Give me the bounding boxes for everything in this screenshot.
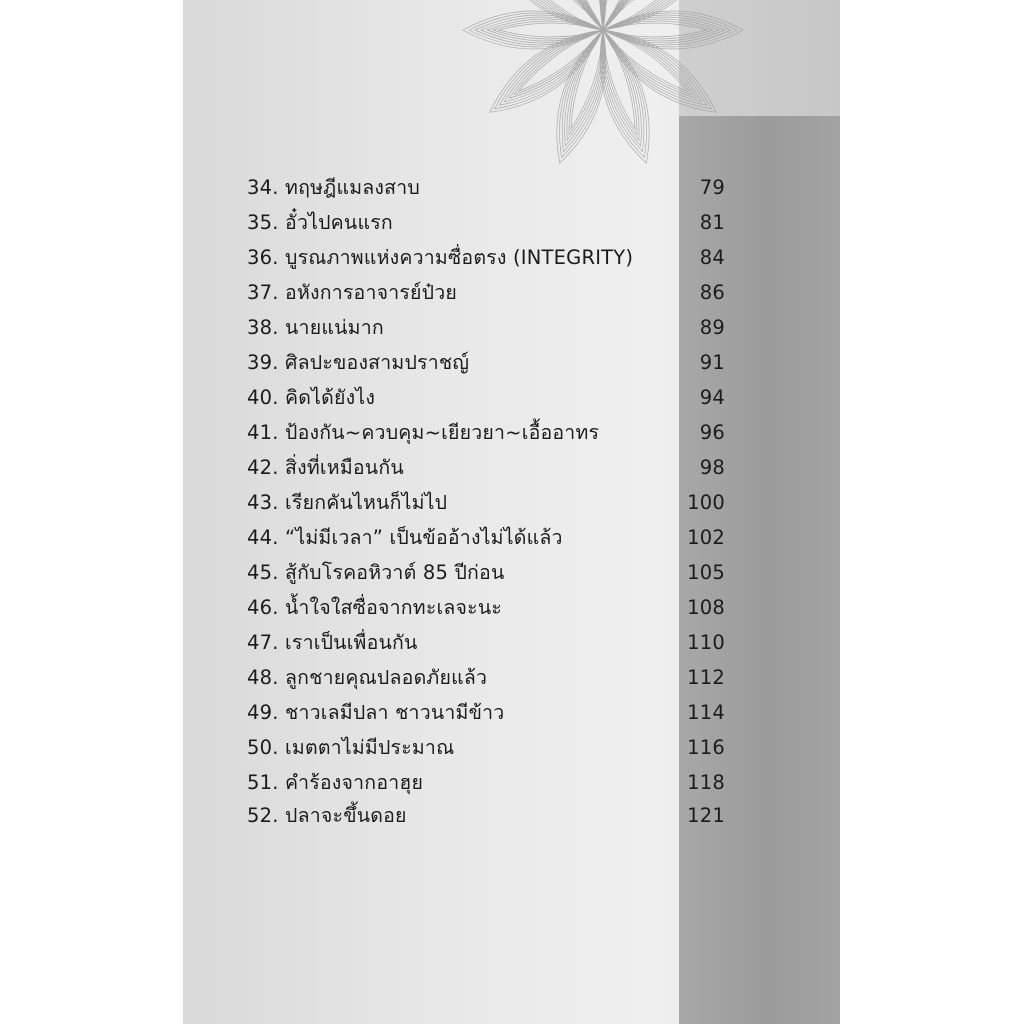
- toc-entry: [247, 520, 725, 554]
- toc-entry-page: 89: [699, 315, 725, 339]
- toc-entry-page: 112: [687, 665, 725, 689]
- toc-entry-page: 110: [687, 630, 725, 654]
- toc-entry-label: 38. นายแน่มาก: [247, 315, 384, 339]
- toc-entry-label: 40. คิดได้ยังไง: [247, 385, 376, 409]
- toc-entry: [247, 798, 725, 832]
- book-page: [183, 0, 840, 1024]
- toc-entry-page: 102: [687, 525, 725, 549]
- toc-entry-page: 116: [687, 735, 725, 759]
- toc-entry: [247, 695, 725, 729]
- toc-entry: [247, 205, 725, 239]
- toc-entry: [247, 485, 725, 519]
- toc-entry-label: 41. ป้องกัน~ควบคุม~เยียวยา~เอื้ออาทร: [247, 420, 600, 444]
- toc-entry-label: 44. “ไม่มีเวลา” เป็นข้ออ้างไม่ได้แล้ว: [247, 525, 563, 549]
- toc-entry: [247, 415, 725, 449]
- toc-entry-page: 105: [687, 560, 725, 584]
- toc-entry-page: 94: [699, 385, 725, 409]
- toc-entry: [247, 730, 725, 764]
- toc-entry-page: 121: [687, 803, 725, 827]
- toc-entry-label: 49. ชาวเลมีปลา ชาวนามีข้าว: [247, 700, 505, 724]
- toc-entry-page: 98: [699, 455, 725, 479]
- toc-entry: [247, 660, 725, 694]
- toc-entry: [247, 240, 725, 274]
- toc-entry-label: 46. น้ำใจใสซื่อจากทะเลจะนะ: [247, 595, 503, 619]
- toc-entry-label: 42. สิ่งที่เหมือนกัน: [247, 455, 404, 479]
- toc-entry-label: 37. อหังการอาจารย์ป๋วย: [247, 280, 458, 304]
- toc-entry-page: 118: [687, 770, 725, 794]
- toc-entry: [247, 345, 725, 379]
- toc-entry: [247, 450, 725, 484]
- toc-entry-label: 34. ทฤษฎีแมลงสาบ: [247, 175, 420, 199]
- toc-entry: [247, 275, 725, 309]
- toc-entry-page: 114: [687, 700, 725, 724]
- toc-entry-page: 81: [699, 210, 725, 234]
- toc-entry-label: 47. เราเป็นเพื่อนกัน: [247, 630, 418, 654]
- toc-entry-page: 91: [699, 350, 725, 374]
- toc-entry-label: 50. เมตตาไม่มีประมาณ: [247, 735, 455, 759]
- toc-entry-label: 36. บูรณภาพแห่งความซื่อตรง (INTEGRITY): [247, 245, 634, 269]
- toc-entry-label: 51. คำร้องจากอาฮุย: [247, 770, 424, 794]
- toc-entry-page: 96: [699, 420, 725, 444]
- toc-entry: [247, 170, 725, 204]
- toc-entry-page: 79: [699, 175, 725, 199]
- toc-entry-page: 100: [687, 490, 725, 514]
- toc-entry-page: 84: [699, 245, 725, 269]
- toc-entry-page: 108: [687, 595, 725, 619]
- toc-entry-label: 52. ปลาจะขึ้นดอย: [247, 803, 407, 827]
- toc-entry: [247, 555, 725, 589]
- toc-entry: [247, 765, 725, 799]
- toc-entry: [247, 380, 725, 414]
- toc-entry-label: 43. เรียกคันไหนก็ไม่ไป: [247, 490, 448, 514]
- toc-entry-label: 45. สู้กับโรคอหิวาต์ 85 ปีก่อน: [247, 560, 505, 584]
- toc-entry-label: 35. อั๋วไปคนแรก: [247, 210, 393, 234]
- toc-entry-page: 86: [699, 280, 725, 304]
- toc-entry-label: 48. ลูกชายคุณปลอดภัยแล้ว: [247, 665, 488, 689]
- toc-entry: [247, 590, 725, 624]
- toc-entry: [247, 310, 725, 344]
- toc-entry-label: 39. ศิลปะของสามปราชญ์: [247, 350, 470, 374]
- table-of-contents: [183, 0, 840, 1024]
- toc-entry: [247, 625, 725, 659]
